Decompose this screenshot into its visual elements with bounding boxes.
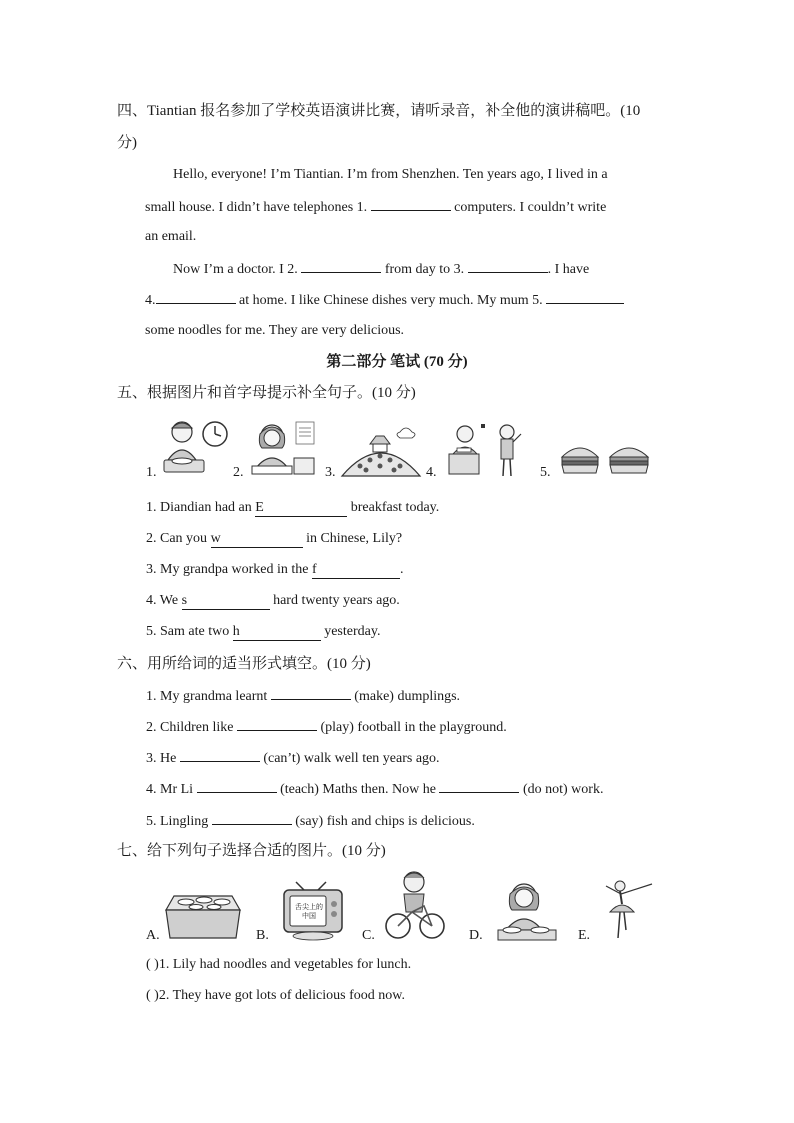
answer-blank[interactable] xyxy=(271,685,351,700)
sentence-text: 2. They have got lots of delicious food now. xyxy=(158,988,405,1003)
passage-text: Now I’m a doctor. I 2. xyxy=(173,262,298,277)
hint-letter-blank[interactable]: h xyxy=(233,624,321,641)
hint-letter-blank[interactable]: w xyxy=(211,531,303,548)
sentence-item xyxy=(146,622,380,642)
section5-title: 五、根据图片和首字母提示补全句子。(10 分) xyxy=(117,385,416,401)
fill-item xyxy=(146,716,507,738)
sentence-text: 4. We xyxy=(146,593,182,608)
fill-item xyxy=(146,810,475,832)
choice-item xyxy=(146,986,405,1006)
passage-text: at home. I like Chinese dishes very much. My mum 5. xyxy=(239,293,543,308)
passage-line xyxy=(145,289,624,311)
sentence-text: 1. My grandma learnt xyxy=(146,689,271,704)
answer-blank[interactable] xyxy=(180,747,260,762)
sentence-text: 5. Lingling xyxy=(146,814,212,829)
sentence-item xyxy=(146,560,404,580)
hint-letter-blank[interactable]: s xyxy=(182,593,270,610)
sentence-text: (can’t) walk well ten years ago. xyxy=(259,751,440,766)
student-teacher-picture xyxy=(443,420,523,480)
passage-text: computers. I couldn’t write xyxy=(454,200,607,215)
sentence-text: 4. Mr Li xyxy=(146,782,197,797)
ballet-dancer-picture xyxy=(600,878,658,942)
tv-screen-text: 舌尖上的中国 xyxy=(295,903,323,920)
sentence-text: 2. Children like xyxy=(146,720,237,735)
girl-eating-picture xyxy=(496,880,558,944)
farm-field-picture xyxy=(340,422,422,478)
sentence-text: (say) fish and chips is delicious. xyxy=(291,814,475,829)
sentence-text: (teach) Maths then. Now he xyxy=(276,782,440,797)
fill-item xyxy=(146,778,603,800)
sentence-text: 5. Sam ate two xyxy=(146,624,233,639)
passage-line: an email. xyxy=(145,229,197,244)
sentence-text: 3. My grandpa worked in the xyxy=(146,562,313,577)
sentence-text: in Chinese, Lily? xyxy=(302,531,403,546)
sentence-item xyxy=(146,529,402,549)
sentence-text: (play) football in the playground. xyxy=(317,720,507,735)
choice-item xyxy=(146,955,411,975)
passage-line: some noodles for me. They are very delicious. xyxy=(145,323,405,338)
passage-line xyxy=(173,258,589,280)
sentence-text: 1. Diandian had an xyxy=(146,500,256,515)
passage-text: 4. xyxy=(145,293,156,308)
passage-line: Hello, everyone! I’m Tiantian. I’m from Shenzhen. Ten years ago, I lived in a xyxy=(173,167,608,182)
answer-parentheses[interactable]: ( ) xyxy=(146,988,159,1003)
girl-writing-picture xyxy=(248,418,318,478)
answer-parentheses[interactable]: ( ) xyxy=(146,957,159,972)
answer-blank[interactable] xyxy=(197,778,277,793)
fill-item xyxy=(146,747,440,769)
hint-letter-blank[interactable]: f xyxy=(312,562,400,579)
answer-blank-2[interactable] xyxy=(301,258,381,273)
sentence-text: (do not) work. xyxy=(519,782,604,797)
section4-title-line1: 四、Tiantian 报名参加了学校英语演讲比赛，请听录音，补全他的演讲稿吧。(10 xyxy=(117,103,641,119)
fill-item xyxy=(146,685,460,707)
sentence-text: 1. Lily had noodles and vegetables for lunch. xyxy=(158,957,412,972)
sentence-item xyxy=(146,498,439,518)
passage-line xyxy=(145,196,606,218)
answer-blank-3[interactable] xyxy=(468,258,548,273)
picture-label: 2. xyxy=(233,465,244,480)
sentence-text: breakfast today. xyxy=(347,500,440,515)
answer-blank-4[interactable] xyxy=(156,289,236,304)
picture-label: 1. xyxy=(146,465,157,480)
boy-cycling-picture xyxy=(384,870,446,942)
answer-blank-5[interactable] xyxy=(546,289,624,304)
picture-label: B. xyxy=(256,928,269,943)
answer-blank[interactable] xyxy=(237,716,317,731)
sentence-text: (make) dumplings. xyxy=(350,689,461,704)
picture-label: D. xyxy=(469,928,483,943)
sentence-text: hard twenty years ago. xyxy=(269,593,400,608)
answer-blank[interactable] xyxy=(439,778,519,793)
passage-text: from day to 3. xyxy=(384,262,465,277)
picture-label: C. xyxy=(362,928,375,943)
picture-label: 5. xyxy=(540,465,551,480)
section6-title: 六、用所给词的适当形式填空。(10 分) xyxy=(117,656,371,672)
picture-label: 4. xyxy=(426,465,437,480)
boy-breakfast-clock-picture xyxy=(160,416,230,478)
section4-title-line2: 分) xyxy=(117,135,137,151)
sentence-text: 2. Can you xyxy=(146,531,211,546)
passage-text: . I have xyxy=(547,262,590,277)
table-of-food-picture xyxy=(160,888,246,944)
section7-title: 七、给下列句子选择合适的图片。(10 分) xyxy=(117,843,386,859)
sentence-text: 3. He xyxy=(146,751,180,766)
passage-text: small house. I didn’t have telephones 1. xyxy=(145,200,368,215)
hamburgers-picture xyxy=(560,441,652,477)
picture-label: E. xyxy=(578,928,591,943)
sentence-text: . xyxy=(400,562,404,577)
sentence-item xyxy=(146,591,400,611)
answer-blank[interactable] xyxy=(212,810,292,825)
part2-heading: 第二部分 笔试 (70 分) xyxy=(326,354,468,370)
picture-label: A. xyxy=(146,928,160,943)
picture-label: 3. xyxy=(325,465,336,480)
answer-blank-1[interactable] xyxy=(371,196,451,211)
sentence-text: yesterday. xyxy=(320,624,381,639)
hint-letter-blank[interactable]: E xyxy=(255,500,347,517)
